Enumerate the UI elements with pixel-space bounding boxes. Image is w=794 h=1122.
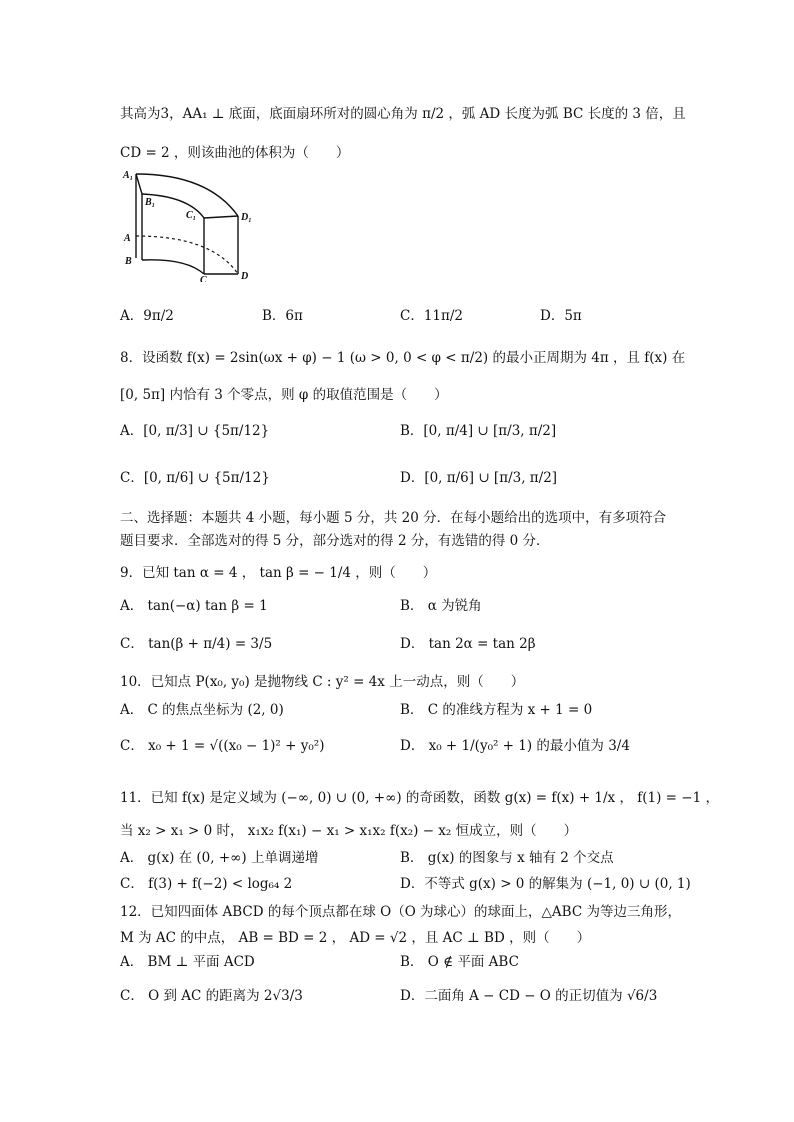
q11-option-c: C． f(3) + f(−2) < log₆₄ 2 bbox=[120, 876, 293, 892]
section2-instructions-line2: 题目要求．全部选对的得 5 分，部分选对的得 2 分，有选错的得 0 分． bbox=[120, 533, 550, 549]
q12-option-d: D．二面角 A − CD − O 的正切值为 √6/3 bbox=[400, 988, 658, 1004]
q8-option-d: D．[0, π/6] ∪ [π/3, π/2] bbox=[400, 470, 558, 486]
q12-stem-line1: 12．已知四面体 ABCD 的每个顶点都在球 O（O 为球心）的球面上，△ABC 为等边三角形， bbox=[120, 904, 681, 920]
figure-label-B1: B₁ bbox=[145, 197, 156, 208]
figure-label-C: C bbox=[200, 275, 207, 282]
q11-stem-line1: 11．已知 f(x) 是定义域为 (−∞, 0) ∪ (0, +∞) 的奇函数，函数 g(x) = f(x) + 1/x ， f(1) = −1 ， bbox=[120, 790, 719, 806]
q10-stem: 10．已知点 P(x₀, y₀) 是抛物线 C : y² = 4x 上一动点，则（ ） bbox=[120, 674, 525, 690]
q11-stem-line2: 当 x₂ > x₁ > 0 时， x₁x₂ f(x₁) − x₁ > x₁x₂ f(x₂) − x₂ 恒成立，则（ ） bbox=[120, 823, 578, 839]
q7-option-d: D．5π bbox=[540, 308, 582, 324]
q10-option-c: C． x₀ + 1 = √((x₀ − 1)² + y₀²) bbox=[120, 738, 325, 754]
figure-label-B: B bbox=[125, 256, 132, 267]
section2-instructions-line1: 二、选择题：本题共 4 小题，每小题 5 分，共 20 分．在每小题给出的选项中，有多项符合 bbox=[120, 510, 667, 526]
figure-label-D1: D₁ bbox=[241, 212, 252, 223]
q11-option-b: B． g(x) 的图象与 x 轴有 2 个交点 bbox=[400, 850, 614, 866]
q8-option-b: B．[0, π/4] ∪ [π/3, π/2] bbox=[400, 423, 557, 439]
q7-option-c: C．11π/2 bbox=[400, 308, 464, 324]
q9-option-b: B． α 为锐角 bbox=[400, 598, 482, 614]
q8-stem-line1: 8．设函数 f(x) = 2sin(ωx + φ) − 1 (ω > 0, 0 < φ < π/2) 的最小正周期为 4π ，且 f(x) 在 bbox=[120, 350, 686, 366]
figure-label-D: D bbox=[241, 271, 249, 282]
figure-label-A1: A₁ bbox=[123, 170, 134, 181]
q7-stem-line1: 其高为3，AA₁ ⊥ 底面，底面扇环所对的圆心角为 π/2 ，弧 AD 长度为弧 BC 长度的 3 倍，且 bbox=[120, 106, 686, 122]
q9-option-a: A． tan(−α) tan β = 1 bbox=[120, 598, 268, 614]
q9-stem: 9．已知 tan α = 4 ， tan β = − 1/4 ，则（ ） bbox=[120, 565, 437, 581]
q12-option-a: A． BM ⊥ 平面 ACD bbox=[120, 954, 255, 970]
q7-option-b: B．6π bbox=[262, 308, 303, 324]
q7-stem-line2: CD = 2 ，则该曲池的体积为（ ） bbox=[120, 145, 350, 161]
q10-option-d: D． x₀ + 1/(y₀² + 1) 的最小值为 3/4 bbox=[400, 738, 630, 754]
q9-option-c: C． tan(β + π/4) = 3/5 bbox=[120, 636, 273, 652]
q7-curved-pool-figure bbox=[120, 166, 260, 282]
figure-label-C1: C₁ bbox=[186, 210, 197, 221]
q10-option-a: A． C 的焦点坐标为 (2, 0) bbox=[120, 702, 284, 718]
figure-label-A: A bbox=[124, 233, 131, 244]
q8-stem-line2: [0, 5π] 内恰有 3 个零点，则 φ 的取值范围是（ ） bbox=[120, 387, 448, 403]
q12-option-c: C． O 到 AC 的距离为 2√3/3 bbox=[120, 988, 303, 1004]
q8-option-a: A．[0, π/3] ∪ {5π/12} bbox=[120, 423, 270, 439]
q12-option-b: B． O ∉ 平面 ABC bbox=[400, 954, 519, 970]
q7-option-a: A．9π/2 bbox=[120, 308, 174, 324]
q12-stem-line2: M 为 AC 的中点， AB = BD = 2 ， AD = √2 ，且 AC ⊥ BD ，则（ ） bbox=[120, 930, 591, 946]
q11-option-a: A． g(x) 在 (0, +∞) 上单调递增 bbox=[120, 850, 319, 866]
q9-option-d: D． tan 2α = tan 2β bbox=[400, 636, 536, 652]
q8-option-c: C．[0, π/6] ∪ {5π/12} bbox=[120, 470, 270, 486]
q10-option-b: B． C 的准线方程为 x + 1 = 0 bbox=[400, 702, 593, 718]
q11-option-d: D．不等式 g(x) > 0 的解集为 (−1, 0) ∪ (0, 1) bbox=[400, 876, 691, 892]
